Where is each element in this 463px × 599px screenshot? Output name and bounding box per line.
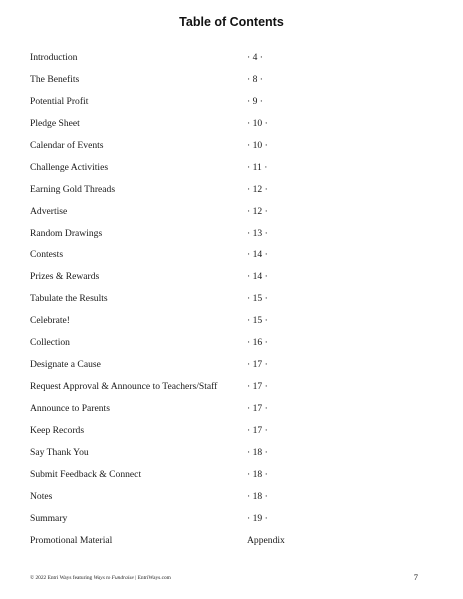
toc-entry-page: · 17 · xyxy=(247,381,268,393)
toc-row xyxy=(0,447,463,469)
toc-entry-page: · 10 · xyxy=(247,117,268,129)
toc-row xyxy=(0,535,463,557)
toc-entry-page: · 16 · xyxy=(247,337,268,349)
toc-entry-label: Promotional Material xyxy=(30,534,113,546)
toc-row xyxy=(0,359,463,381)
toc-entry-page: Appendix xyxy=(247,534,285,546)
toc-entry-label: Calendar of Events xyxy=(30,139,104,151)
toc-entry-label: Potential Profit xyxy=(30,95,89,107)
toc-row xyxy=(0,52,463,74)
toc-entry-label: Prizes & Rewards xyxy=(30,271,100,283)
toc-entry-label: Summary xyxy=(30,512,68,524)
toc-entry-page: · 12 · xyxy=(247,205,268,217)
toc-entry-label: Celebrate! xyxy=(30,315,70,327)
toc-entry-page: · 12 · xyxy=(247,183,268,195)
toc-row xyxy=(0,140,463,162)
toc-entry-page: · 15 · xyxy=(247,315,268,327)
toc-entry-label: Contests xyxy=(30,249,64,261)
toc-row xyxy=(0,162,463,184)
toc-entry-page: · 17 · xyxy=(247,403,268,414)
toc-row xyxy=(0,96,463,118)
table-of-contents xyxy=(0,52,463,557)
toc-entry-label: Request Approval & Announce to Teachers/Staff xyxy=(30,381,218,393)
page-footer xyxy=(30,575,171,581)
toc-row xyxy=(0,118,463,140)
toc-entry-label: Advertise xyxy=(30,205,68,217)
page-number: 7 xyxy=(413,572,418,582)
toc-entry-label: Say Thank You xyxy=(30,446,89,458)
toc-row xyxy=(0,403,463,425)
toc-entry-label: Random Drawings xyxy=(30,227,103,239)
toc-entry-page: · 8 · xyxy=(247,73,263,85)
toc-row xyxy=(0,425,463,447)
toc-entry-page: · 19 · xyxy=(247,512,268,524)
toc-row xyxy=(0,337,463,359)
toc-row xyxy=(0,315,463,337)
toc-entry-label: Challenge Activities xyxy=(30,161,109,173)
toc-entry-label: Keep Records xyxy=(30,424,85,436)
toc-entry-label: Introduction xyxy=(30,52,78,63)
toc-row xyxy=(0,228,463,250)
toc-entry-label: Tabulate the Results xyxy=(30,293,108,305)
toc-entry-page: · 18 · xyxy=(247,490,268,502)
toc-row xyxy=(0,381,463,403)
toc-entry-page: · 17 · xyxy=(247,359,268,371)
toc-entry-page: · 11 · xyxy=(247,161,268,173)
toc-entry-page: · 9 · xyxy=(247,95,263,107)
toc-entry-label: Submit Feedback & Connect xyxy=(30,468,142,480)
toc-entry-page: · 13 · xyxy=(247,227,268,239)
toc-entry-label: Pledge Sheet xyxy=(30,117,80,129)
footer-book-title: Ways to Fundraise xyxy=(93,575,134,581)
toc-row xyxy=(0,184,463,206)
toc-entry-label: The Benefits xyxy=(30,73,80,85)
toc-entry-page: · 10 · xyxy=(247,139,268,151)
toc-entry-page: · 14 · xyxy=(247,271,268,283)
toc-row xyxy=(0,271,463,293)
toc-row xyxy=(0,74,463,96)
toc-entry-label: Collection xyxy=(30,337,70,349)
toc-row xyxy=(0,206,463,228)
toc-row xyxy=(0,293,463,315)
toc-entry-page: · 18 · xyxy=(247,446,268,458)
toc-entry-label: Earning Gold Threads xyxy=(30,183,116,195)
toc-entry-page: · 17 · xyxy=(247,424,268,436)
toc-entry-label: Designate a Cause xyxy=(30,359,101,371)
footer-copyright: © 2022 Entri Ways featuring xyxy=(30,575,93,581)
toc-row xyxy=(0,491,463,513)
toc-entry-page: · 14 · xyxy=(247,249,268,261)
toc-row xyxy=(0,469,463,491)
toc-row xyxy=(0,249,463,271)
toc-entry-page: · 18 · xyxy=(247,468,268,480)
toc-entry-label: Announce to Parents xyxy=(30,403,110,414)
toc-entry-label: Notes xyxy=(30,490,53,502)
toc-entry-page: · 4 · xyxy=(247,52,263,63)
footer-website: | EntriWays.com xyxy=(135,575,171,581)
toc-entry-page: · 15 · xyxy=(247,293,268,305)
toc-row xyxy=(0,513,463,535)
page-title: Table of Contents xyxy=(179,15,284,29)
